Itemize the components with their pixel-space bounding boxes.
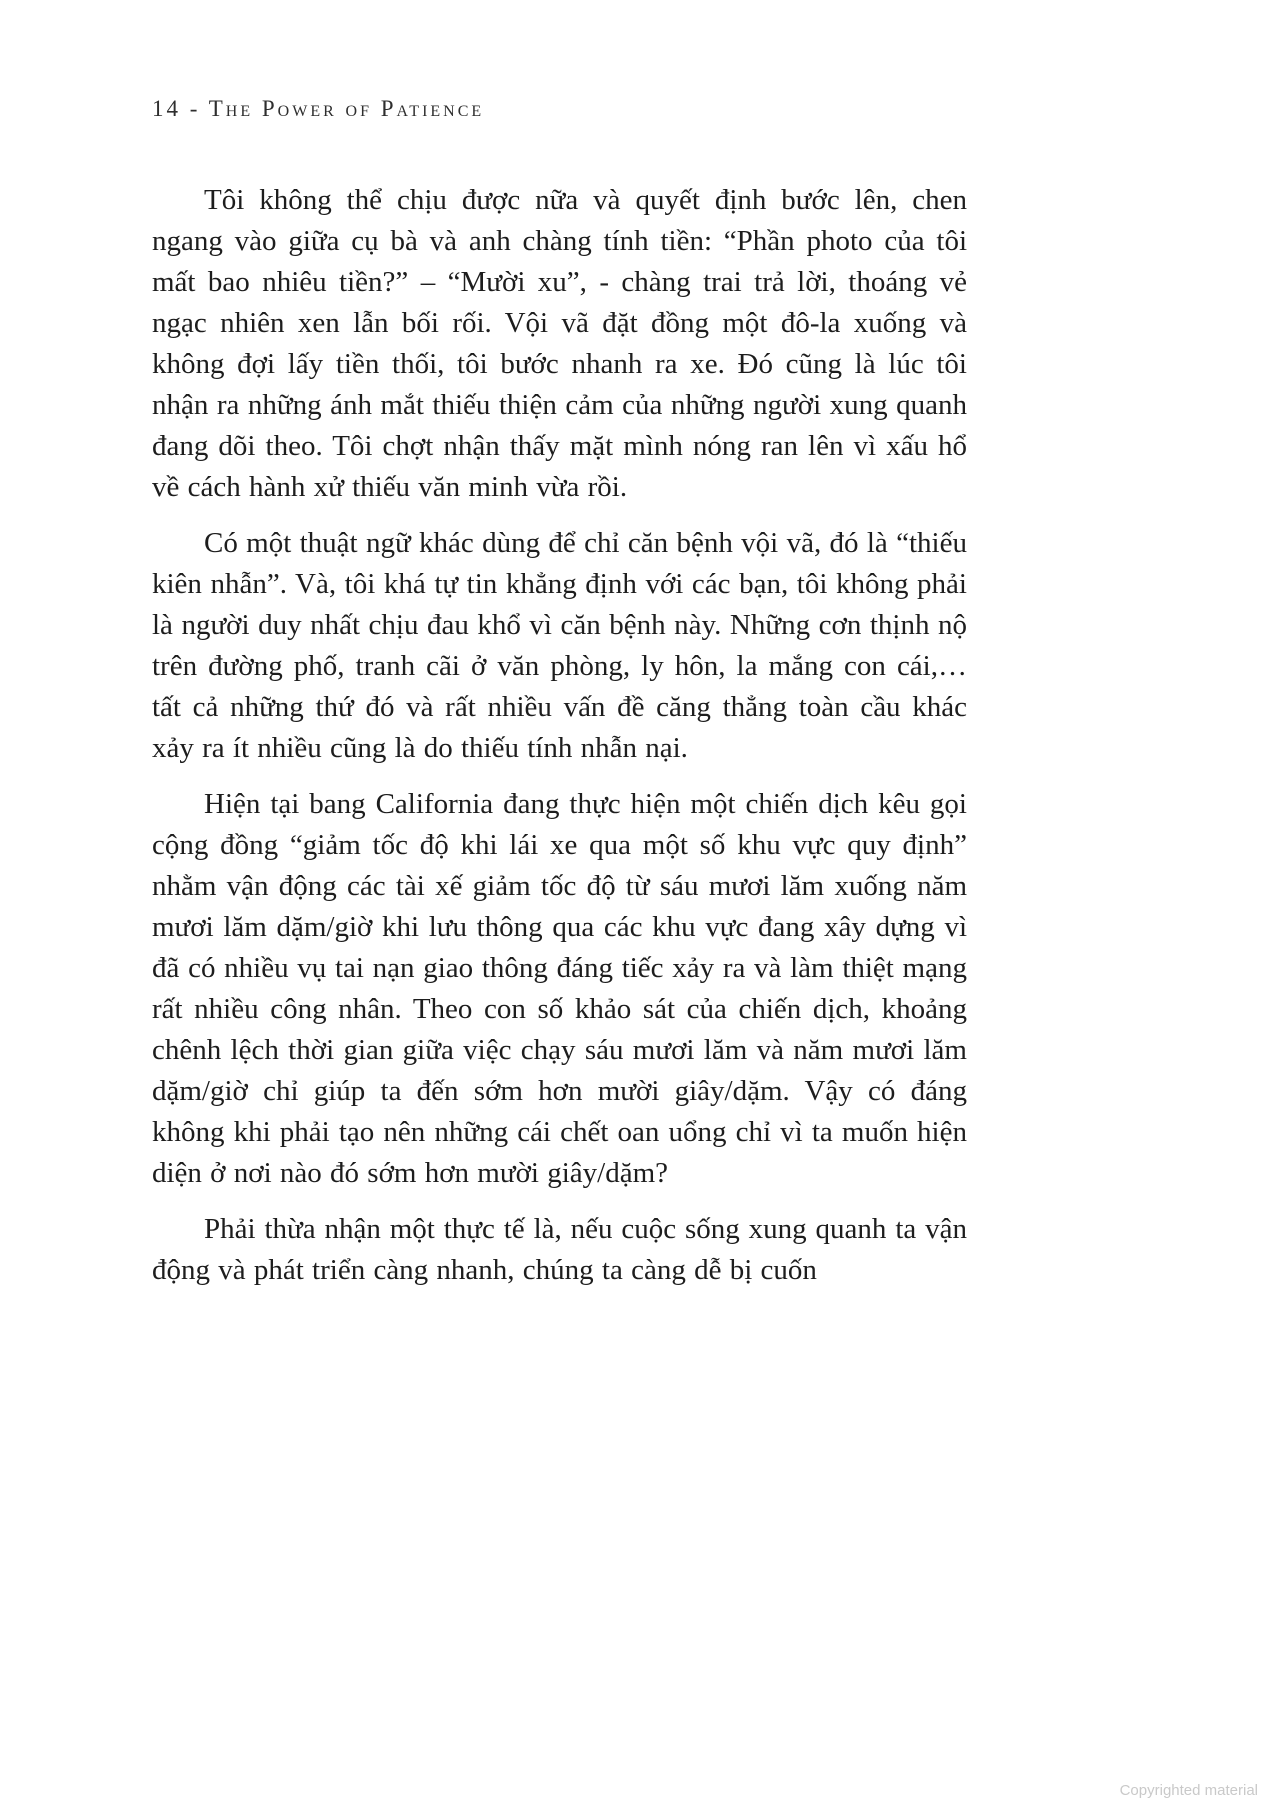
paragraph: Có một thuật ngữ khác dùng để chỉ căn bệnh vội vã, đó là “thiếu kiên nhẫn”. Và, tôi khá tự tin khẳng định với các bạn, tôi không phải là người duy nhất chịu đau khổ vì căn bệnh này. Những cơn thịnh nộ trên đường phố, tranh cãi ở văn phòng, ly hôn, la mắng con cái,… tất cả những thứ đó và rất nhiều vấn đề căng thẳng toàn cầu khác xảy ra ít nhiều cũng là do thiếu tính nhẫn nại. bbox=[152, 527, 967, 764]
page-content bbox=[152, 96, 967, 1306]
paragraph: Tôi không thể chịu được nữa và quyết định bước lên, chen ngang vào giữa cụ bà và anh chàng tính tiền: “Phần photo của tôi mất bao nhiêu tiền?” – “Mười xu”, - chàng trai trả lời, thoáng vẻ ngạc nhiên xen lẫn bối rối. Vội vã đặt đồng một đô-la xuống và không đợi lấy tiền thối, tôi bước nhanh ra xe. Đó cũng là lúc tôi nhận ra những ánh mắt thiếu thiện cảm của những người xung quanh đang dõi theo. Tôi chợt nhận thấy mặt mình nóng ran lên vì xấu hổ về cách hành xử thiếu văn minh vừa rồi. bbox=[152, 184, 967, 503]
running-header: 14 - The Power of Patience bbox=[152, 96, 485, 121]
paragraph: Phải thừa nhận một thực tế là, nếu cuộc sống xung quanh ta vận động và phát triển càng nhanh, chúng ta càng dễ bị cuốn bbox=[152, 1213, 967, 1286]
paragraph: Hiện tại bang California đang thực hiện một chiến dịch kêu gọi cộng đồng “giảm tốc độ khi lái xe qua một số khu vực quy định” nhằm vận động các tài xế giảm tốc độ từ sáu mươi lăm xuống năm mươi lăm dặm/giờ khi lưu thông qua các khu vực đang xây dựng vì đã có nhiều vụ tai nạn giao thông đáng tiếc xảy ra và làm thiệt mạng rất nhiều công nhân. Theo con số khảo sát của chiến dịch, khoảng chênh lệch thời gian giữa việc chạy sáu mươi lăm và năm mươi lăm dặm/giờ chỉ giúp ta đến sớm hơn mười giây/dặm. Vậy có đáng không khi phải tạo nên những cái chết oan uổng chỉ vì ta muốn hiện diện ở nơi nào đó sớm hơn mười giây/dặm? bbox=[152, 788, 967, 1189]
body-text bbox=[152, 180, 967, 1291]
copyright-notice: Copyrighted material bbox=[1119, 1782, 1258, 1799]
